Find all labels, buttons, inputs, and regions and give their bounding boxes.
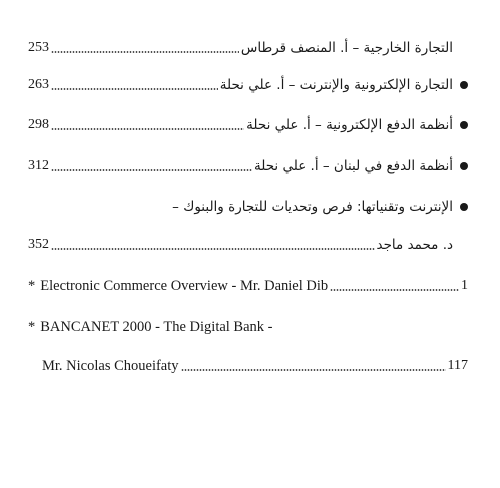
toc-entry-title: الإنترنت وتقنياتها: فرص وتحديات للتجارة والبنوك – (172, 199, 453, 215)
toc-entry (28, 231, 468, 255)
toc-entry (28, 272, 468, 296)
dot-leader (51, 168, 252, 172)
toc-entry-title: Mr. Nicolas Choueifaty (42, 358, 179, 374)
toc-entry (28, 34, 468, 58)
toc-entry-title: التجارة الخارجية – أ. المنصف قرطاس (240, 40, 453, 56)
toc-entry-title: أنظمة الدفع في لبنان – أ. علي نحلة (254, 158, 453, 174)
toc-entry (28, 352, 468, 376)
toc-entry-title: التجارة الإلكترونية والإنترنت – أ. علي نحلة (219, 77, 453, 93)
bullet-icon (460, 203, 468, 211)
toc-entry (28, 71, 468, 95)
toc-page-number: 312 (28, 158, 49, 173)
toc-page-number: 117 (447, 358, 468, 373)
toc-entry-title: BANCANET 2000 - The Digital Bank - (40, 319, 273, 335)
toc-entry (28, 111, 468, 135)
toc-entry-title: Electronic Commerce Overview - Mr. Daniel Dib (40, 278, 329, 294)
toc-entry (28, 152, 468, 176)
dot-leader (330, 288, 459, 292)
dot-leader (51, 87, 218, 91)
dot-leader (181, 368, 446, 372)
dot-leader (51, 127, 244, 131)
toc-entry (28, 193, 468, 217)
toc-page-number: 253 (28, 40, 49, 55)
dot-leader (51, 247, 375, 251)
toc-page-number: 1 (461, 278, 468, 293)
star-marker: * (28, 319, 36, 335)
toc-entry-title: أنظمة الدفع الإلكترونية – أ. علي نحلة (246, 117, 453, 133)
toc-page-number: 263 (28, 77, 49, 92)
toc-page-number: 352 (28, 237, 49, 252)
bullet-icon (460, 162, 468, 170)
toc-entry-title: د. محمد ماجد (376, 237, 453, 253)
toc-entry (28, 313, 468, 337)
toc-page-number: 298 (28, 117, 49, 132)
dot-leader (51, 50, 239, 54)
bullet-icon (460, 81, 468, 89)
star-marker: * (28, 278, 36, 294)
bullet-icon (460, 121, 468, 129)
